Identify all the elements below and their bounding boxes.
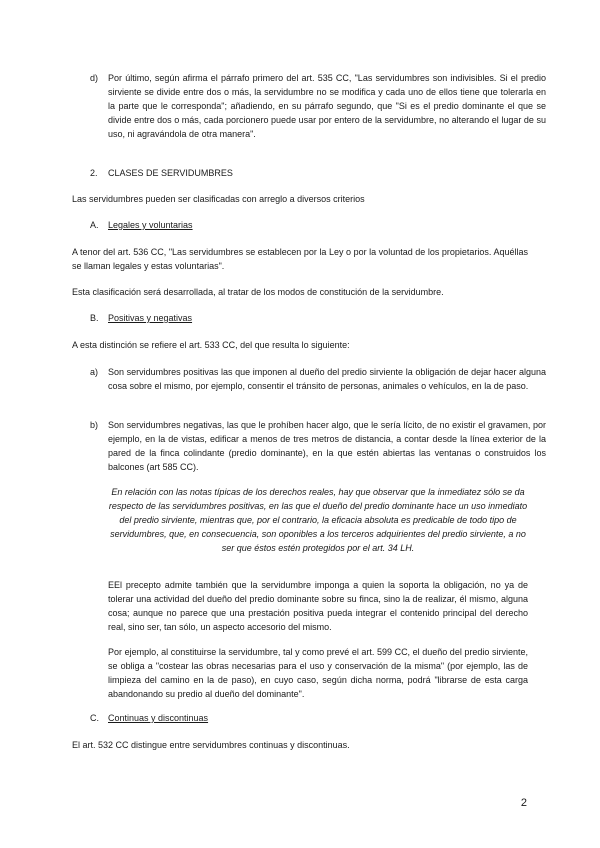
subheading-label: A.	[90, 220, 99, 230]
list-label: b)	[90, 420, 99, 430]
subheading-c	[90, 711, 208, 725]
paragraph-classification: Esta clasificación será desarrollada, al tratar de los modos de constitución de la servidumbre.	[72, 287, 444, 297]
page-number: 2	[520, 797, 527, 809]
paragraph-art-532: El art. 532 CC distingue entre servidumbres continuas y discontinuas.	[72, 740, 350, 750]
subheading-label: C.	[90, 713, 99, 723]
list-label: a)	[90, 367, 99, 377]
section-number: 2.	[90, 168, 98, 178]
list-text: Son servidumbres negativas, las que le prohíben hacer algo, que le sería lícito, de no existir el gravamen, por ejemplo, en la de vistas, edificar a menos de tres metros de distancia, a contar desde la línea exterior de la pared de la finca colindante (predio dominante), en la que estén abiertas las ventanas o construidos los balcones (art 585 CC).	[108, 420, 546, 472]
subheading-label: B.	[90, 313, 99, 323]
paragraph-art-536: A tenor del art. 536 CC, "Las servidumbres se establecen por la Ley o por la voluntad de los propietarios. Aquéllas se llaman legales y estas voluntarias".	[72, 247, 528, 271]
paragraph-art-533: A esta distinción se refiere el art. 533 CC, del que resulta lo siguiente:	[72, 340, 350, 350]
subheading-title: Legales y voluntarias	[108, 220, 193, 230]
section-title: CLASES DE SERVIDUMBRES	[108, 168, 233, 178]
paragraph-intro: Las servidumbres pueden ser clasificadas con arreglo a diversos criterios	[72, 194, 365, 204]
subheading-b	[90, 311, 192, 325]
list-text: Por último, según afirma el párrafo primero del art. 535 CC, "Las servidumbres son indivisibles. Si el predio sirviente se divide entre dos o más, la servidumbre no se modifica y cada uno de ellos tiene que tolerarla en la parte que le corresponda"; añadiendo, en su párrafo segundo, que "Si es el predio dominante el que se divide entre dos o más, cada porcionero puede usar por entero de la servidumbre, no alterando el lugar de su uso, ni agravándola de otra manera".	[108, 73, 546, 139]
list-text: Son servidumbres positivas las que imponen al dueño del predio sirviente la obligación de dejar hacer alguna cosa sobre el mismo, por ejemplo, consentir el tránsito de personas, animales o vehículos, en la de paso.	[108, 367, 546, 391]
list-label: d)	[90, 73, 99, 83]
subheading-title: Continuas y discontinuas	[108, 713, 209, 723]
italic-note: En relación con las notas típicas de los derechos reales, hay que observar que la inmediatez sólo se da respecto de las servidumbres positivas, en las que el dueño del predio dominante hace un uso inmediato del predio sirviente, mientras que, por el contrario, la eficacia absoluta es predicable de todo tipo de servidumbres, que, en consecuencia, son oponibles a los terceros adquirientes del predio sirviente, a no ser que éstos estén protegidos por el art. 34 LH.	[108, 487, 528, 553]
subheading-title: Positivas y negativas	[108, 313, 193, 323]
list-item-a	[90, 365, 546, 393]
paragraph-precepto: EEl precepto admite también que la servidumbre imponga a quien la soporta la obligación, no ya de tolerar una actividad del dueño del predio dominante sobre su finca, sino la de realizar, él mismo, alguna cosa; aunque no parece que una prestación positiva pueda integrar el contenido principal del derecho real, sino ser, tan sólo, un aspecto accesorio del mismo.	[108, 580, 528, 632]
subheading-a	[90, 218, 193, 232]
section-heading	[90, 166, 233, 180]
list-item-b	[90, 418, 546, 474]
list-item-d	[90, 71, 546, 141]
paragraph-ejemplo: Por ejemplo, al constituirse la servidumbre, tal y como prevé el art. 599 CC, el dueño del predio sirviente, se obliga a "costear las obras necesarias para el uso y conservación de la misma" (por ejemplo, las de limpieza del camino en la de paso), en cuyo caso, según dicha norma, podrá "librarse de esta carga abandonando su predio al dueño del dominante".	[108, 647, 528, 699]
